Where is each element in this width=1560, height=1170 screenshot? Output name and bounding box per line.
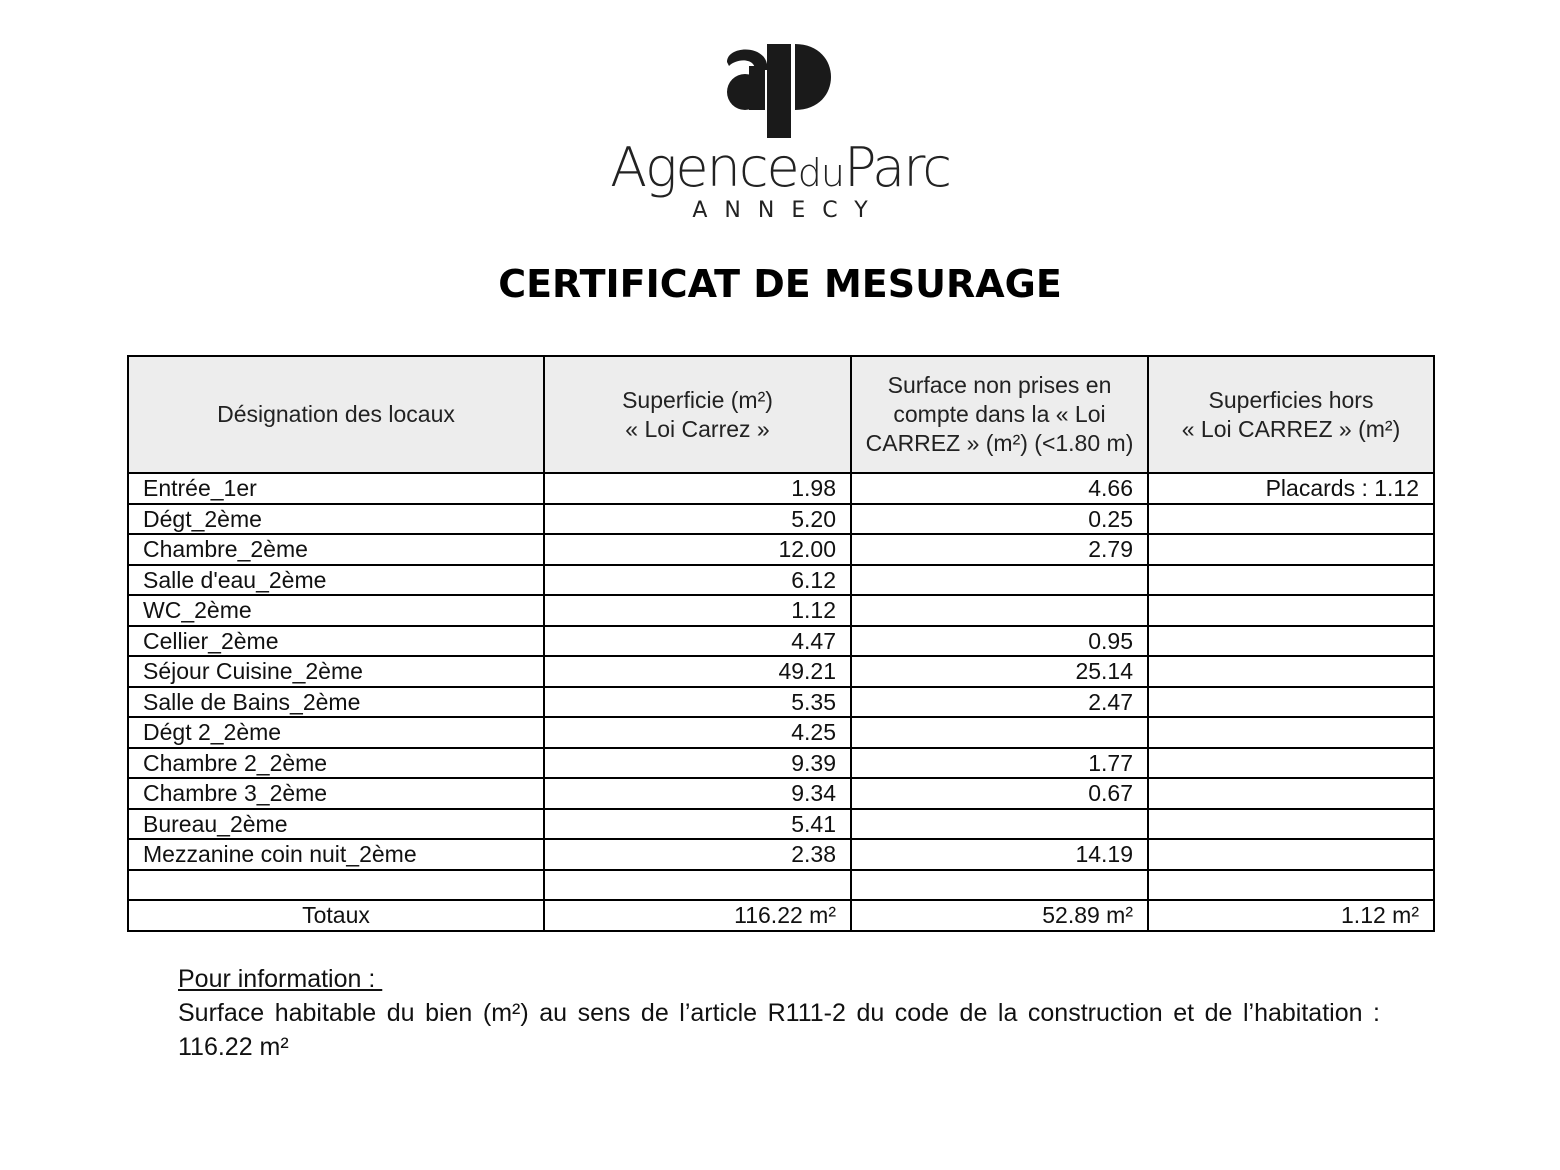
row-superficie-hors xyxy=(1148,534,1434,565)
header-superficies-hors-carrez: Superficies hors « Loi CARREZ » (m²) xyxy=(1148,356,1434,473)
row-designation: WC_2ème xyxy=(128,595,544,626)
row-surface-non-prises xyxy=(851,565,1148,596)
brand-name xyxy=(0,136,1560,205)
row-surface-non-prises: 0.67 xyxy=(851,778,1148,809)
row-surface-non-prises: 4.66 xyxy=(851,473,1148,504)
header-superficie-carrez: Superficie (m²) « Loi Carrez » xyxy=(544,356,851,473)
logo-letter-a-stem xyxy=(749,66,765,110)
info-text: Surface habitable du bien (m²) au sens de l’article R111-2 du code de la construction et de l’habitation : 116.22 m² xyxy=(178,999,1380,1061)
table-row xyxy=(128,687,1434,718)
row-superficie-carrez: 9.39 xyxy=(544,748,851,779)
table-row xyxy=(128,534,1434,565)
row-superficie-hors xyxy=(1148,839,1434,870)
row-superficie-carrez: 12.00 xyxy=(544,534,851,565)
row-superficie-carrez: 4.25 xyxy=(544,717,851,748)
header-surface-non-prises: Surface non prises en compte dans la « Loi CARREZ » (m²) (<1.80 m) xyxy=(851,356,1148,473)
row-superficie-carrez: 9.34 xyxy=(544,778,851,809)
brand-name-part2: du xyxy=(797,151,844,195)
row-superficie-hors xyxy=(1148,778,1434,809)
row-superficie-hors xyxy=(1148,626,1434,657)
table-row xyxy=(128,473,1434,504)
row-designation: Séjour Cuisine_2ème xyxy=(128,656,544,687)
row-designation: Chambre_2ème xyxy=(128,534,544,565)
brand-name-part1: Agence xyxy=(610,136,798,199)
row-superficie-hors xyxy=(1148,748,1434,779)
table-row xyxy=(128,595,1434,626)
agence-logo-mark xyxy=(715,40,845,140)
totals-hors: 1.12 m² xyxy=(1148,900,1434,931)
brand-city: ANNECY xyxy=(692,198,885,223)
measurement-table xyxy=(127,355,1435,932)
row-superficie-carrez: 5.41 xyxy=(544,809,851,840)
row-superficie-carrez: 1.12 xyxy=(544,595,851,626)
row-designation: Salle d'eau_2ème xyxy=(128,565,544,596)
row-designation xyxy=(128,870,544,901)
row-superficie-hors xyxy=(1148,687,1434,718)
totals-label: Totaux xyxy=(128,900,544,931)
row-superficie-hors xyxy=(1148,565,1434,596)
row-superficie-carrez: 2.38 xyxy=(544,839,851,870)
row-superficie-hors xyxy=(1148,809,1434,840)
table-row xyxy=(128,717,1434,748)
row-surface-non-prises xyxy=(851,595,1148,626)
row-designation: Chambre 2_2ème xyxy=(128,748,544,779)
row-surface-non-prises: 25.14 xyxy=(851,656,1148,687)
row-surface-non-prises: 2.47 xyxy=(851,687,1148,718)
header-designation: Désignation des locaux xyxy=(128,356,544,473)
row-superficie-carrez: 6.12 xyxy=(544,565,851,596)
totals-non-prises: 52.89 m² xyxy=(851,900,1148,931)
row-surface-non-prises: 0.95 xyxy=(851,626,1148,657)
row-designation: Bureau_2ème xyxy=(128,809,544,840)
row-surface-non-prises xyxy=(851,870,1148,901)
table-row xyxy=(128,870,1434,901)
info-section xyxy=(178,962,1380,1064)
row-superficie-hors xyxy=(1148,595,1434,626)
row-surface-non-prises: 0.25 xyxy=(851,504,1148,535)
row-superficie-hors xyxy=(1148,504,1434,535)
row-surface-non-prises xyxy=(851,717,1148,748)
row-designation: Dégt 2_2ème xyxy=(128,717,544,748)
row-superficie-hors xyxy=(1148,870,1434,901)
row-surface-non-prises: 14.19 xyxy=(851,839,1148,870)
table-header-row xyxy=(128,356,1434,473)
row-superficie-hors xyxy=(1148,656,1434,687)
table-row xyxy=(128,778,1434,809)
row-superficie-hors xyxy=(1148,717,1434,748)
table-body xyxy=(128,473,1434,900)
row-surface-non-prises: 2.79 xyxy=(851,534,1148,565)
row-designation: Mezzanine coin nuit_2ème xyxy=(128,839,544,870)
table-row xyxy=(128,839,1434,870)
row-superficie-carrez: 5.20 xyxy=(544,504,851,535)
row-designation: Salle de Bains_2ème xyxy=(128,687,544,718)
table-row xyxy=(128,504,1434,535)
table-row xyxy=(128,748,1434,779)
row-designation: Cellier_2ème xyxy=(128,626,544,657)
row-designation: Dégt_2ème xyxy=(128,504,544,535)
row-superficie-carrez: 4.47 xyxy=(544,626,851,657)
row-superficie-hors: Placards : 1.12 xyxy=(1148,473,1434,504)
logo-letter-p-stem xyxy=(767,44,791,138)
row-superficie-carrez: 49.21 xyxy=(544,656,851,687)
table-row xyxy=(128,656,1434,687)
row-superficie-carrez xyxy=(544,870,851,901)
logo-letter-p-bowl xyxy=(795,44,831,110)
table-row xyxy=(128,626,1434,657)
row-superficie-carrez: 1.98 xyxy=(544,473,851,504)
info-heading: Pour information : xyxy=(178,965,383,993)
document-title: CERTIFICAT DE MESURAGE xyxy=(498,262,1062,306)
row-designation: Entrée_1er xyxy=(128,473,544,504)
row-superficie-carrez: 5.35 xyxy=(544,687,851,718)
row-surface-non-prises xyxy=(851,809,1148,840)
row-surface-non-prises: 1.77 xyxy=(851,748,1148,779)
brand-name-part3: Parc xyxy=(844,136,950,199)
totals-carrez: 116.22 m² xyxy=(544,900,851,931)
totals-row xyxy=(128,900,1434,931)
table-row xyxy=(128,565,1434,596)
table-row xyxy=(128,809,1434,840)
row-designation: Chambre 3_2ème xyxy=(128,778,544,809)
